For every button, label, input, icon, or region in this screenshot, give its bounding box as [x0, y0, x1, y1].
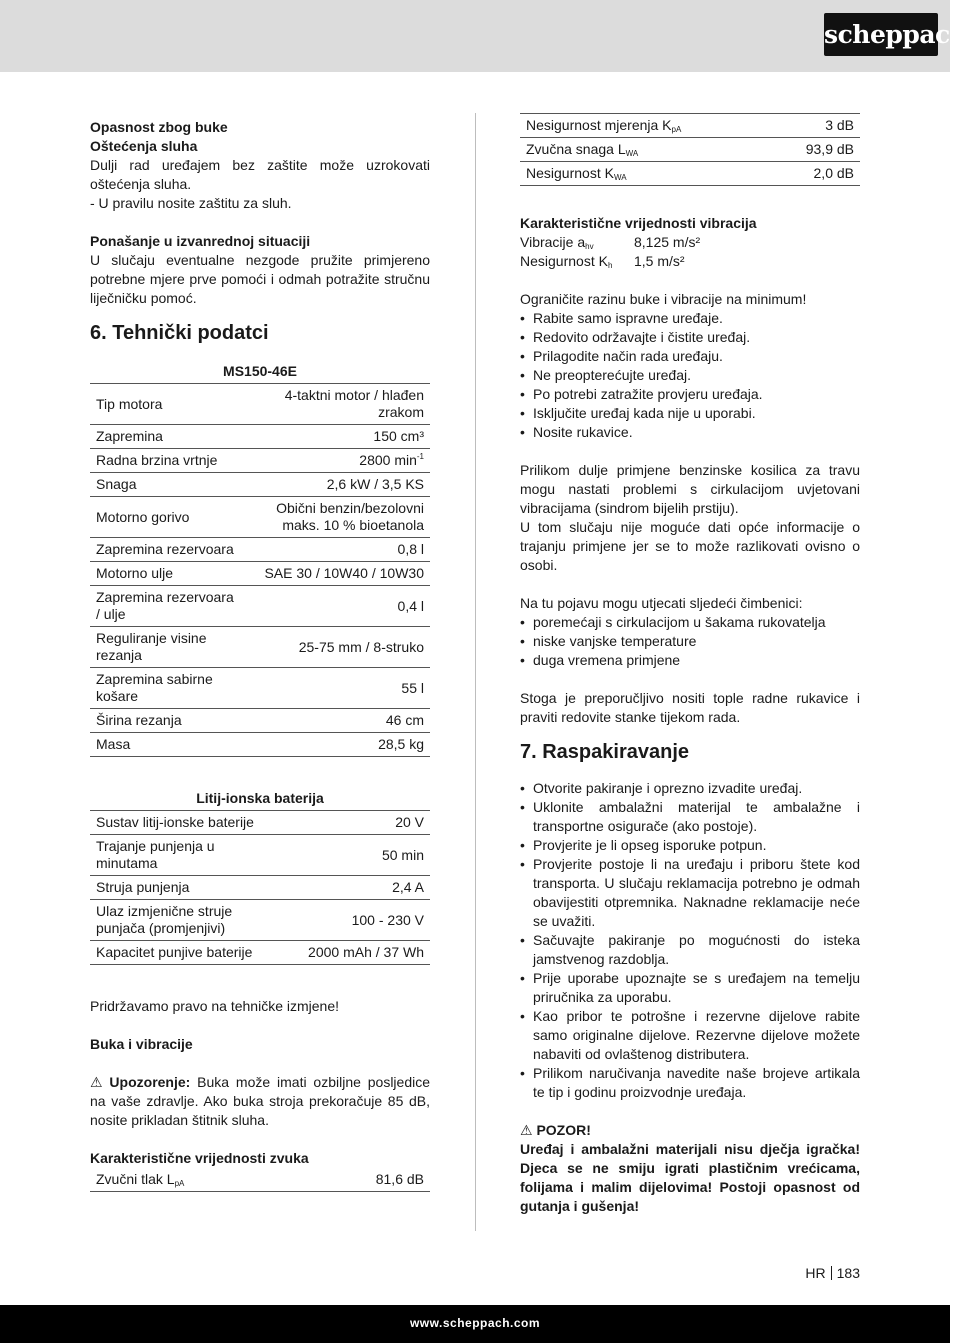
section-6-title: 6. Tehnički podatci [90, 322, 269, 344]
row-label: Radna brzina vrtnje [90, 449, 243, 473]
row-value: 20 V [277, 811, 430, 835]
circulation-text-2: U tom slučaju nije moguće dati opće informacije o trajanju primjene jer se to može razlikovati ovisno o osobi. [520, 519, 860, 573]
caution-triangle-icon: ⚠ [520, 1122, 533, 1138]
warning-label: Upozorenje: [109, 1074, 191, 1090]
row-label: Sustav litij-ionske baterije [90, 811, 277, 835]
row-value: 46 cm [243, 709, 430, 733]
list-item: • Uklonite ambalažni materijal te ambalažne i transportne osigurače (ako postoje). [520, 798, 860, 836]
spec-table [90, 360, 430, 757]
row-label: Zvučna snaga $L_{WA}$ [520, 138, 770, 162]
factors-intro: Na tu pojavu mogu utjecati sljedeći čimbenici: [520, 595, 803, 611]
gloves-text: Stoga je preporučljivo nositi tople radne rukavice i praviti redovite stanke tijekom rada. [520, 690, 860, 725]
row-value: 25-75 mm / 8-struko [243, 627, 430, 668]
row-label: Zapremina [90, 425, 243, 449]
left-column [90, 118, 430, 1192]
sound-pressure-value: 81,6 dB [302, 1168, 430, 1192]
vibration-value: 8,125 m/s² [634, 234, 701, 250]
table-row [90, 384, 430, 425]
vibration-value: 1,5 m/s² [634, 253, 685, 269]
row-label: Zapremina sabirne košare [90, 668, 243, 709]
row-label: Trajanje punjenja u minutama [90, 835, 277, 876]
vibration-title: Karakteristične vrijednosti vibracija [520, 215, 757, 231]
table-row [90, 876, 430, 900]
list-item: • Prije uporabe upoznajte se s uređajem na temelju priručnika za uporabu. [520, 969, 860, 1007]
list-item: • duga vremena primjene [520, 651, 860, 670]
table-row [90, 627, 430, 668]
table-row [90, 473, 430, 497]
row-value: 2,0 dB [770, 162, 860, 186]
list-item: • Ne preopterećujte uređaj. [520, 366, 860, 385]
sound-pressure-label: Zvučni tlak $L_{pA}$ [90, 1168, 302, 1192]
noise-hazard-item: - U pravilu nosite zaštitu za sluh. [90, 195, 292, 211]
vibration-values [520, 233, 860, 271]
table-row [90, 709, 430, 733]
table-row [520, 138, 860, 162]
row-label: Motorno ulje [90, 562, 243, 586]
noise-vibration-title: Buka i vibracije [90, 1036, 193, 1052]
row-value: 28,5 kg [243, 733, 430, 757]
table-row [90, 900, 430, 941]
page-language: HR [805, 1265, 826, 1281]
row-value: 50 min [277, 835, 430, 876]
circulation-text-1: Prilikom dulje primjene benzinske kosilica za travu mogu nastati problemi s cirkulacijom uvjetovani vibracijama (sindrom bijelih prstiju). [520, 462, 860, 516]
vibration-row [520, 252, 860, 271]
row-label: Masa [90, 733, 243, 757]
list-item: • Provjerite postoje li na uređaju i priboru štete kod transporta. U slučaju reklamacija potrebno je odmah obavijestiti otpremnika. Naknadne reklamacije neće se uvažiti. [520, 855, 860, 931]
row-label: Snaga [90, 473, 243, 497]
spec-table-caption: MS150-46E [90, 360, 430, 384]
noise-hazard-subtitle: Oštećenja sluha [90, 138, 198, 154]
footer-url: www.scheppach.com [409, 1316, 541, 1330]
sound-table-continued [520, 113, 860, 186]
noise-hazard-text: Dulji rad uređajem bez zaštite može uzrokovati oštećenja sluha. [90, 157, 430, 192]
row-value: 150 cm³ [243, 425, 430, 449]
list-item: • Provjerite je li opseg isporuke potpun. [520, 836, 860, 855]
table-row [520, 162, 860, 186]
list-item: • poremećaji s cirkulacijom u šakama rukovatelja [520, 613, 860, 632]
list-item: • Prilagodite način rada uređaju. [520, 347, 860, 366]
row-value: 55 l [243, 668, 430, 709]
noise-warning [90, 1073, 430, 1130]
table-row [90, 733, 430, 757]
limit-list [520, 309, 860, 442]
row-label: Nesigurnost $K_{WA}$ [520, 162, 770, 186]
list-item: • niske vanjske temperature [520, 632, 860, 651]
list-item: • Sačuvajte pakiranje po mogućnosti do isteka jamstvenog razdoblja. [520, 931, 860, 969]
row-label: Tip motora [90, 384, 243, 425]
row-value: 2000 mAh / 37 Wh [277, 941, 430, 965]
scheppach-logo: scheppach [824, 13, 938, 56]
page-number-value: 183 [836, 1265, 860, 1281]
page-number [805, 1264, 860, 1283]
section-7-title: 7. Raspakiravanje [520, 741, 689, 763]
table-row [90, 941, 430, 965]
tech-changes-note: Pridržavamo pravo na tehničke izmjene! [90, 998, 340, 1014]
table-row [90, 562, 430, 586]
limit-intro: Ograničite razinu buke i vibracije na minimum! [520, 291, 807, 307]
vibration-row [520, 233, 860, 252]
unpack-list [520, 779, 860, 1102]
table-row [90, 497, 430, 538]
row-value: 100 - 230 V [277, 900, 430, 941]
table-row [90, 449, 430, 473]
row-label: Širina rezanja [90, 709, 243, 733]
list-item: • Nosite rukavice. [520, 423, 860, 442]
table-row [90, 586, 430, 627]
row-label: Struja punjenja [90, 876, 277, 900]
warning-text: Buka može imati ozbiljne posljedice na vaše zdravlje. Ako buka stroja prekoračuje 85 dB, nosite prikladan štitnik sluha. [90, 1074, 431, 1128]
table-row [90, 835, 430, 876]
right-column [520, 214, 860, 1216]
caution-label: POZOR! [536, 1122, 591, 1138]
list-item: • Prilikom naručivanja navedite naše brojeve artikala te tip i godinu proizvodnje uređaja. [520, 1064, 860, 1102]
table-row [90, 1168, 430, 1192]
vibration-label: Nesigurnost $K_h$ [520, 253, 613, 270]
noise-hazard-title: Opasnost zbog buke [90, 119, 228, 135]
list-item: • Rabite samo ispravne uređaje. [520, 309, 860, 328]
warning-triangle-icon: ⚠ [90, 1074, 103, 1090]
row-value: SAE 30 / 10W40 / 10W30 [243, 562, 430, 586]
row-value: 2,6 kW / 3,5 KS [243, 473, 430, 497]
row-value: 4-taktni motor / hlađen zrakom [243, 384, 430, 425]
row-value: 2,4 A [277, 876, 430, 900]
row-value: 0,4 l [243, 586, 430, 627]
table-row [90, 668, 430, 709]
table-row [90, 811, 430, 835]
list-item: • Isključite uređaj kada nije u uporabi. [520, 404, 860, 423]
row-label: Nesigurnost mjerenja $K_{pA}$ [520, 114, 770, 138]
list-item: • Po potrebi zatražite provjeru uređaja. [520, 385, 860, 404]
page-footer [0, 1305, 950, 1343]
right-column-top [520, 113, 860, 186]
battery-table-caption: Litij-ionska baterija [90, 787, 430, 811]
row-value: 2800 $\min^{-1}$ [243, 449, 430, 473]
row-label: Zapremina rezervoara [90, 538, 243, 562]
emergency-text: U slučaju eventualne nezgode pružite primjereno potrebne mjere prve pomoći i odmah potražite stručnu liječničku pomoć. [90, 252, 430, 306]
factors-list [520, 613, 860, 670]
table-row [520, 114, 860, 138]
row-value: 3 dB [770, 114, 860, 138]
row-value: 0,8 l [243, 538, 430, 562]
row-value: Obični benzin/bezolovni maks. 10 % bioetanola [243, 497, 430, 538]
row-label: Kapacitet punjive baterije [90, 941, 277, 965]
list-item: • Kao pribor te potrošne i rezervne dijelove rabite samo originalne dijelove. Rezervne dijelove možete nabaviti od ovlaštenog distributera. [520, 1007, 860, 1064]
sound-values-title: Karakteristične vrijednosti zvuka [90, 1150, 309, 1166]
row-label: Motorno gorivo [90, 497, 243, 538]
row-value: 93,9 dB [770, 138, 860, 162]
page-header-bar [0, 0, 967, 72]
table-row [90, 425, 430, 449]
list-item: • Otvorite pakiranje i oprezno izvadite uređaj. [520, 779, 860, 798]
table-row [90, 538, 430, 562]
column-divider [475, 113, 476, 1231]
sound-table-start [90, 1168, 430, 1192]
emergency-title: Ponašanje u izvanrednoj situaciji [90, 233, 311, 249]
row-label: Zapremina rezervoara / ulje [90, 586, 243, 627]
row-label: Reguliranje visine rezanja [90, 627, 243, 668]
row-label: Ulaz izmjenične struje punjača (promjenjivi) [90, 900, 277, 941]
battery-table [90, 787, 430, 965]
caution-heading [520, 1121, 860, 1140]
list-item: • Redovito održavajte i čistite uređaj. [520, 328, 860, 347]
vibration-label: Vibracije $a_{hv}$ [520, 234, 594, 251]
caution-text: Uređaj i ambalažni materijali nisu dječja igračka! Djeca se ne smiju igrati plastičnim vrećicama, folijama i malim dijelovima! Postoji opasnost od gutanja i gušenja! [520, 1141, 860, 1214]
